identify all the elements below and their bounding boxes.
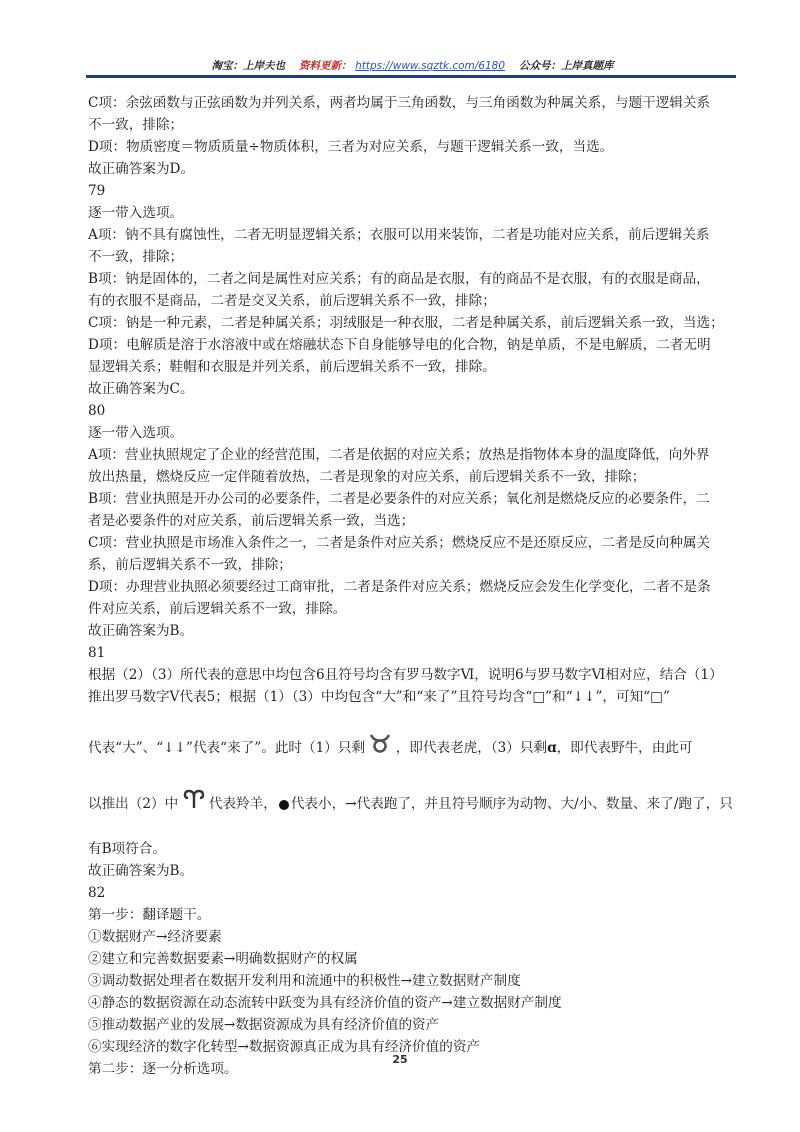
text-line: 第一步：翻译题干。 xyxy=(88,907,211,923)
text-line: 推出罗马数字Ⅴ代表5；根据（1）（3）中均包含“大”和“来了”且符号均含“□”和“↓↓”，可知“□” xyxy=(88,689,670,705)
alpha-symbol: ɑ xyxy=(547,740,557,756)
text-line: ③调动数据处理者在数据开发利用和流通中的积极性→建立数据财产制度 xyxy=(88,973,521,989)
text-line: D项：物质密度＝物质质量÷物质体积，三者为对应关系，与题干逻辑关系一致，当选。 xyxy=(88,139,614,155)
aries-icon xyxy=(183,789,205,820)
text-line: 故正确答案为D。 xyxy=(88,161,195,177)
text-line: 不一致，排除； xyxy=(88,117,184,133)
header-wechat-label: 公众号：上岸真题库 xyxy=(519,59,614,72)
text-line: 件对应关系，前后逻辑关系不一致，排除。 xyxy=(88,601,347,617)
text-line: 系，前后逻辑关系不一致，排除； xyxy=(88,557,292,573)
text-line: ⑥实现经济的数字化转型→数据资源真正成为具有经济价值的资产 xyxy=(88,1039,481,1055)
text-line: 故正确答案为C。 xyxy=(88,381,194,397)
document-body xyxy=(88,92,736,1080)
bullet-dot-icon xyxy=(279,800,289,810)
text-line: D项：办理营业执照必须要经过工商审批，二者是条件对应关系；燃烧反应会发生化学变化，二者不是条 xyxy=(88,579,711,595)
text-line: 有的衣服不是商品，二者是交叉关系，前后逻辑关系不一致，排除； xyxy=(88,293,496,309)
taurus-icon xyxy=(369,732,391,765)
text-line: 显逻辑关系；鞋帽和衣服是并列关系，前后逻辑关系不一致，排除。 xyxy=(88,359,496,375)
text-line: A项：钠不具有腐蚀性，二者无明显逻辑关系；衣服可以用来装饰，二者是功能对应关系，前后逻辑关系 xyxy=(88,227,710,243)
text-line: B项：营业执照是开办公司的必要条件，二者是必要条件的对应关系；氧化剂是燃烧反应的必要条件，二 xyxy=(88,491,710,507)
text-line: 不一致，排除； xyxy=(88,249,184,265)
text-line: 故正确答案为B。 xyxy=(88,623,194,639)
question-number: 82 xyxy=(88,885,106,901)
text-line: 逐一带入选项。 xyxy=(88,205,184,221)
page-number: 25 xyxy=(392,1053,408,1066)
header-url-link[interactable]: https://www.sqztk.com/6180 xyxy=(355,59,506,72)
text-line: 第二步：逐一分析选项。 xyxy=(88,1061,238,1077)
text-line-with-symbols: 以推出（2）中 代表羚羊， 代表小，→代表跑了，并且符号顺序为动物、大/小、数量、来了/跑了，只 xyxy=(88,789,736,820)
text-line: 故正确答案为B。 xyxy=(88,863,194,879)
question-number: 79 xyxy=(88,183,106,199)
text-line: ⑤推动数据产业的发展→数据资源成为具有经济价值的资产 xyxy=(88,1017,440,1033)
header-shop-label: 淘宝：上岸夫也 xyxy=(211,59,285,72)
text-line: ②建立和完善数据要素→明确数据财产的权属 xyxy=(88,951,358,967)
header-update-label: 资料更新： xyxy=(298,59,352,72)
text-line: A项：营业执照规定了企业的经营范围，二者是依据的对应关系；放热是指物体本身的温度降低，向外界 xyxy=(88,447,710,463)
question-number: 80 xyxy=(88,403,106,419)
text-line-with-symbols: 代表“大”、“↓↓”代表“来了”。此时（1）只剩 ，即代表老虎，（3）只剩ɑ，即代表野牛，由此可 xyxy=(88,732,736,765)
text-line: 放出热量，燃烧反应一定伴随着放热，二者是现象的对应关系，前后逻辑关系不一致，排除； xyxy=(88,469,646,485)
text-line: 逐一带入选项。 xyxy=(88,425,184,441)
text-line: 根据（2）（3）所代表的意思中均包含6且符号均含有罗马数字Ⅵ，说明6与罗马数字Ⅵ相对应，结合（1） xyxy=(88,667,723,683)
page-header xyxy=(90,56,735,74)
question-number: 81 xyxy=(88,645,106,661)
text-line: 者是必要条件的对应关系，前后逻辑关系一致，当选； xyxy=(88,513,415,529)
text-line: ①数据财产→经济要素 xyxy=(88,929,222,945)
text-line: B项：钠是固体的，二者之间是属性对应关系；有的商品是衣服，有的商品不是衣服，有的衣服是商品， xyxy=(88,271,710,287)
text-line: 有B项符合。 xyxy=(88,841,166,857)
header-divider xyxy=(86,75,736,78)
text-line: C项：营业执照是市场准入条件之一，二者是条件对应关系；燃烧反应不是还原反应，二者是反向种属关 xyxy=(88,535,711,551)
text-line: D项：电解质是溶于水溶液中或在熔融状态下自身能够导电的化合物，钠是单质，不是电解质，二者无明 xyxy=(88,337,711,353)
text-line: C项：余弦函数与正弦函数为并列关系，两者均属于三角函数，与三角函数为种属关系，与题干逻辑关系 xyxy=(88,95,711,111)
text-line: C项：钠是一种元素，二者是种属关系；羽绒服是一种衣服，二者是种属关系，前后逻辑关系一致，当选； xyxy=(88,315,724,331)
text-line: ④静态的数据资源在动态流转中跃变为具有经济价值的资产→建立数据财产制度 xyxy=(88,995,562,1011)
